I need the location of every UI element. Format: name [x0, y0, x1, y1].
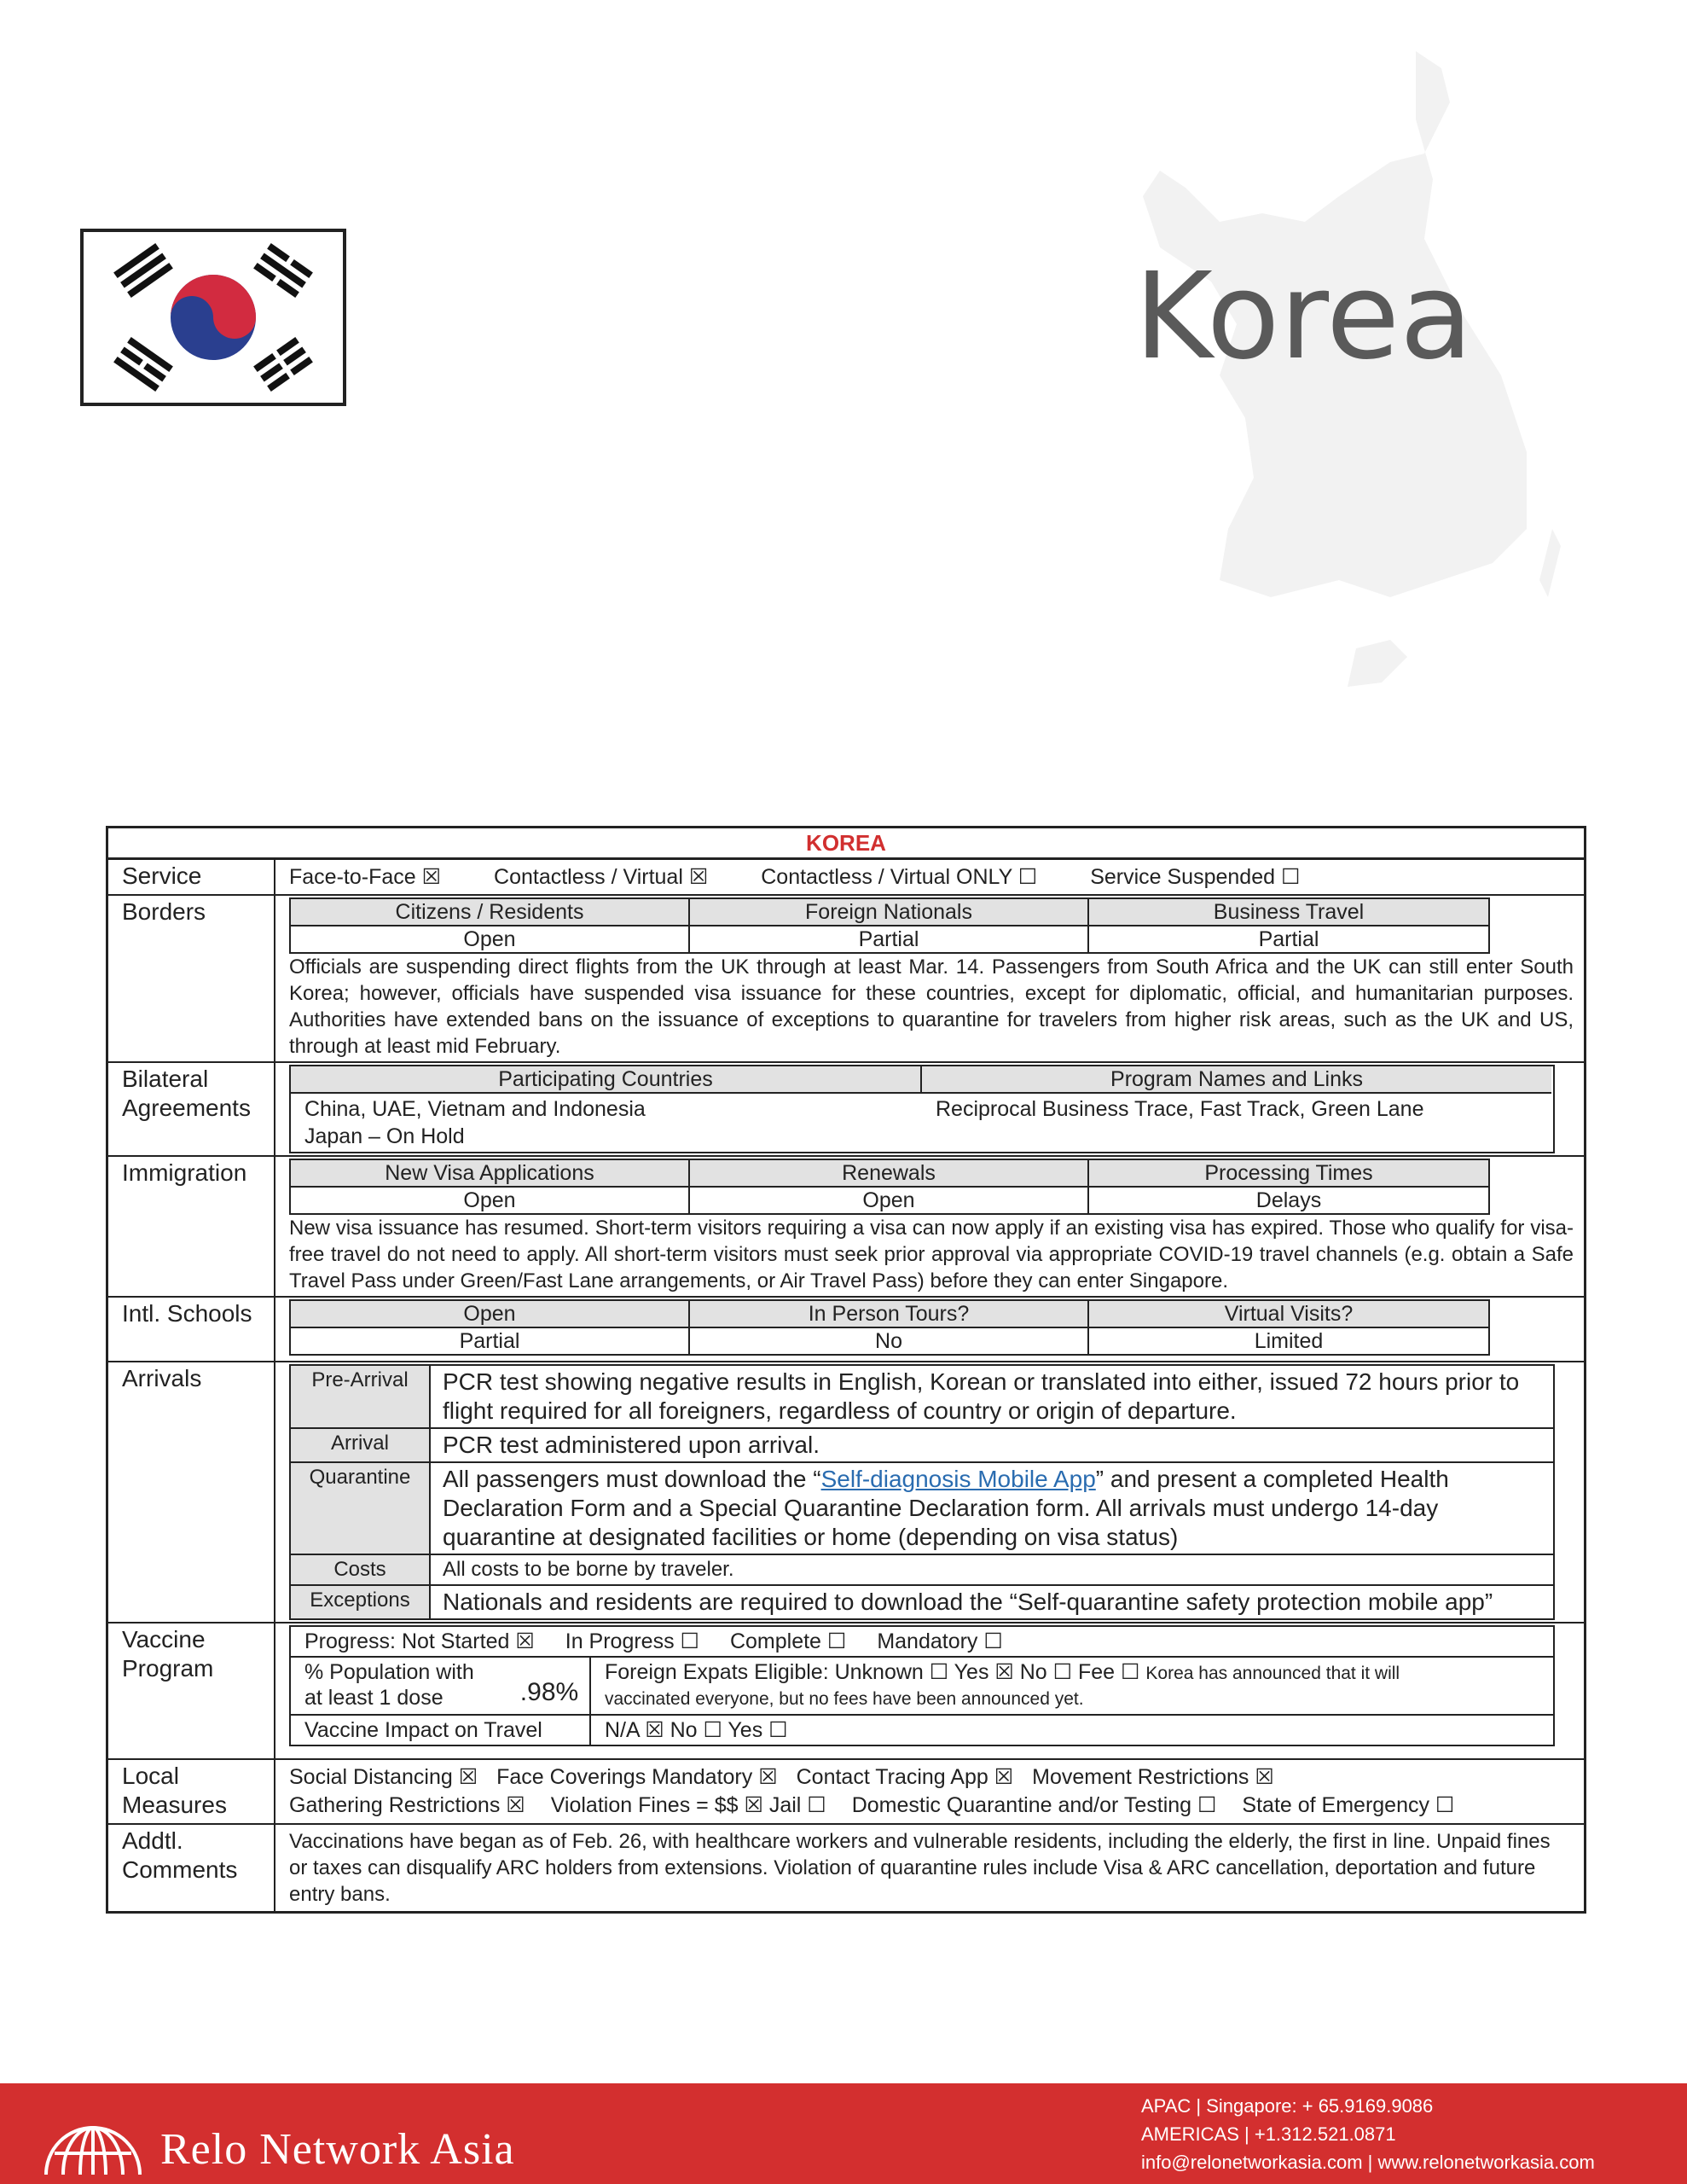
- service-option: Contactless / Virtual ☒: [494, 865, 709, 889]
- immigration-grid: [289, 1159, 1490, 1215]
- costs-label: Costs: [291, 1555, 431, 1584]
- comments-text: Vaccinations have began as of Feb. 26, with healthcare workers and vulnerable residents, including the elderly, the first in line. Unpaid fines or taxes can disqualify ARC holders from extensions. Violation of quarantine rules include Visa & ARC cancellation, deportation and future entry bans.: [289, 1830, 1551, 1906]
- contact-info: [1141, 2092, 1595, 2176]
- local-measure: State of Emergency ☐: [1242, 1793, 1455, 1817]
- service-option: Service Suspended ☐: [1090, 865, 1301, 889]
- service-label: Service: [108, 860, 275, 894]
- brand-name: Relo Network Asia: [160, 2125, 515, 2174]
- borders-row: [108, 896, 1584, 1063]
- service-option: Contactless / Virtual ONLY ☐: [761, 865, 1038, 889]
- grid-value: Partial: [291, 1328, 690, 1354]
- vaccine-progress: Progress: Not Started ☒ In Progress ☐ Complete ☐ Mandatory ☐: [304, 1629, 1003, 1653]
- local-measure: Movement Restrictions ☒: [1032, 1765, 1274, 1789]
- grid-value: Open: [291, 1188, 690, 1213]
- quarantine-value: All passengers must download the “Self-diagnosis Mobile App” and present a completed Health Declaration Form and a Special Quarantine Declaration form. All arrivals must undergo 14-day quarantine at designated facilities or home (depending on visa status): [443, 1466, 1449, 1550]
- pre-arrival-label: Pre-Arrival: [291, 1366, 431, 1427]
- grid-header: Program Names and Links: [922, 1066, 1551, 1094]
- schools-label: Intl. Schools: [108, 1298, 275, 1361]
- arrivals-grid: [289, 1364, 1555, 1620]
- grid-header: Renewals: [690, 1160, 1089, 1188]
- arrival-label: Arrival: [291, 1429, 431, 1461]
- footer: [0, 2083, 1687, 2184]
- grid-header: New Visa Applications: [291, 1160, 690, 1188]
- vaccine-row: [108, 1623, 1584, 1760]
- grid-header: Virtual Visits?: [1089, 1301, 1488, 1328]
- comments-label: Addtl. Comments: [108, 1825, 275, 1911]
- grid-value: Delays: [1255, 1188, 1322, 1212]
- population-dose-value: .98%: [509, 1658, 591, 1714]
- country-info-table: [106, 826, 1586, 1914]
- bilateral-row: [108, 1063, 1584, 1157]
- grid-value: Limited: [1254, 1329, 1324, 1353]
- apac-phone: APAC | Singapore: + 65.9169.9086: [1141, 2095, 1434, 2117]
- grid-header: In Person Tours?: [690, 1301, 1089, 1328]
- immigration-row: [108, 1157, 1584, 1298]
- vaccine-grid: [289, 1625, 1555, 1746]
- grid-header: Foreign Nationals: [690, 899, 1089, 926]
- grid-header: Participating Countries: [291, 1066, 922, 1094]
- taegukgi-icon: [84, 232, 343, 403]
- grid-value: Partial: [690, 926, 1089, 952]
- borders-grid: [289, 897, 1490, 954]
- local-measure: Contact Tracing App ☒: [796, 1765, 1014, 1789]
- bilateral-grid: [289, 1065, 1555, 1153]
- americas-phone: AMERICAS | +1.312.521.0871: [1141, 2123, 1396, 2145]
- globe-logo-icon: [38, 2094, 148, 2179]
- service-option: Face-to-Face ☒: [289, 865, 442, 889]
- service-row: [108, 860, 1584, 896]
- email-website[interactable]: info@relonetworkasia.com | www.relonetworkasia.com: [1141, 2152, 1595, 2173]
- grid-value: Open: [690, 1188, 1089, 1213]
- borders-note: Officials are suspending direct flights from the UK through at least Mar. 14. Passengers from South Africa and the UK can still enter South Korea; however, officials have suspended visa issuance for these countries, except for diplomatic, official, and humanitarian purposes. Authorities have extended bans on the issuance of exceptions to quarantine for travelers from higher risk areas, such as the UK and US, through at least mid February.: [289, 956, 1574, 1058]
- quarantine-label: Quarantine: [291, 1463, 431, 1554]
- self-diagnosis-app-link[interactable]: Self-diagnosis Mobile App: [820, 1466, 1096, 1492]
- grid-header: Citizens / Residents: [291, 899, 690, 926]
- grid-value: Partial: [1258, 927, 1319, 951]
- foreign-expats-eligibility: Foreign Expats Eligible: Unknown ☐ Yes ☒ No ☐ Fee ☐ Korea has announced that it will vaccinated everyone, but no fees have been announced yet.: [605, 1660, 1400, 1709]
- impact-values: N/A ☒ No ☐ Yes ☐: [605, 1718, 788, 1742]
- table-banner: KOREA: [108, 828, 1584, 860]
- grid-header: Business Travel: [1089, 899, 1488, 926]
- local-measure: Domestic Quarantine and/or Testing ☐: [851, 1793, 1217, 1817]
- grid-value: Open: [291, 926, 690, 952]
- bilateral-label: Bilateral Agreements: [108, 1063, 275, 1155]
- local-measure: Gathering Restrictions ☒: [289, 1793, 525, 1817]
- local-measures-label: Local Measures: [108, 1760, 275, 1823]
- arrival-value: PCR test administered upon arrival.: [443, 1432, 820, 1458]
- grid-header: Processing Times: [1089, 1160, 1488, 1188]
- schools-grid: [289, 1299, 1490, 1356]
- grid-value: No: [690, 1328, 1089, 1354]
- arrivals-label: Arrivals: [108, 1362, 275, 1622]
- vaccine-label: Vaccine Program: [108, 1623, 275, 1758]
- costs-value: All costs to be borne by traveler.: [443, 1558, 734, 1581]
- borders-label: Borders: [108, 896, 275, 1061]
- korea-flag: [80, 229, 346, 406]
- impact-label: Vaccine Impact on Travel: [291, 1716, 591, 1745]
- exceptions-value: Nationals and residents are required to download the “Self-quarantine safety protection mobile app”: [443, 1589, 1493, 1615]
- population-dose-label: % Population with at least 1 dose: [304, 1660, 474, 1710]
- immigration-note: New visa issuance has resumed. Short-term visitors requiring a visa can now apply if an existing visa has expired. Those who qualify for visa-free travel do not need to apply. All short-term visitors must seek prior approval via appropriate COVID-19 travel channels (e.g. obtain a Safe Travel Pass under Green/Fast Lane arrangements, or Air Travel Pass) before they can enter Singapore.: [289, 1217, 1574, 1292]
- comments-row: [108, 1825, 1584, 1911]
- pre-arrival-value: PCR test showing negative results in English, Korean or translated into either, issued 72 hours prior to flight required for all foreigners, regardless of country or origin of departure.: [443, 1368, 1520, 1424]
- schools-row: [108, 1298, 1584, 1362]
- grid-header: Open: [291, 1301, 690, 1328]
- local-measure: Social Distancing ☒: [289, 1765, 478, 1789]
- immigration-label: Immigration: [108, 1157, 275, 1296]
- page-title: Korea: [1134, 247, 1473, 386]
- participating-countries: China, UAE, Vietnam and Indonesia Japan – On Hold: [304, 1097, 646, 1148]
- arrivals-row: [108, 1362, 1584, 1623]
- local-measure: Violation Fines = $$ ☒ Jail ☐: [550, 1793, 826, 1817]
- exceptions-label: Exceptions: [291, 1586, 431, 1618]
- program-names: Reciprocal Business Trace, Fast Track, Green Lane: [936, 1097, 1424, 1121]
- local-measure: Face Coverings Mandatory ☒: [496, 1765, 778, 1789]
- local-measures-row: [108, 1760, 1584, 1825]
